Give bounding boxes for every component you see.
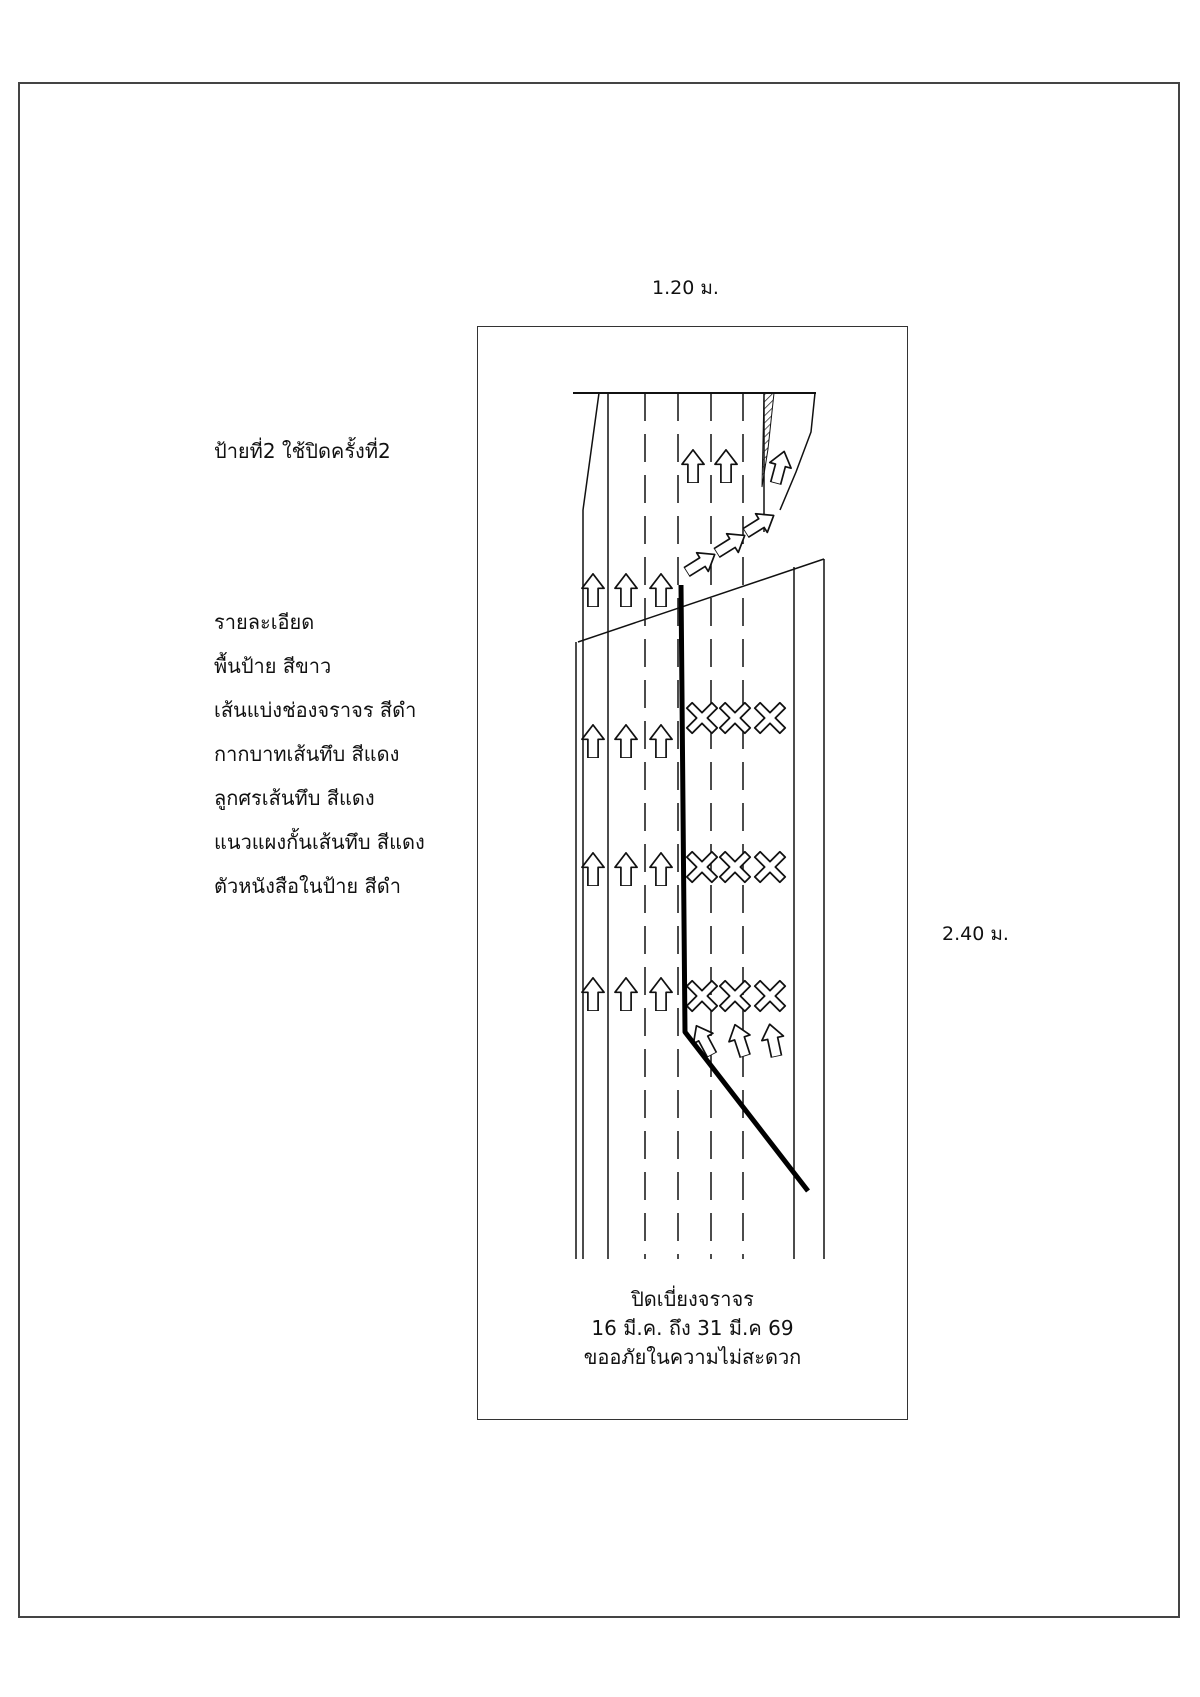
legend xyxy=(214,600,425,908)
left-road-edge xyxy=(583,393,599,1259)
right-ramp-edge xyxy=(780,393,815,510)
merge-left-arrow xyxy=(725,1021,756,1059)
straight-ahead-arrow xyxy=(582,978,604,1011)
sign-height-dimension: 2.40 ม. xyxy=(942,923,1009,945)
sheet-title: ป้ายที่2 ใช้ปิดครั้งที่2 xyxy=(214,439,391,463)
merge-right-arrow xyxy=(681,545,721,581)
straight-ahead-arrow xyxy=(715,450,737,483)
straight-ahead-arrow xyxy=(682,450,704,483)
lane-closure-diagram xyxy=(478,327,909,1421)
legend-item-barrier-line: แนวแผงกั้นเส้นทึบ สีแดง xyxy=(214,830,425,854)
lane-closed-x-mark xyxy=(755,852,785,882)
sign-message-line-1: ปิดเบี่ยงจราจร xyxy=(631,1287,754,1311)
closure-barrier-line xyxy=(681,585,808,1191)
traffic-sign-panel xyxy=(477,326,908,1420)
legend-item-sign-text: ตัวหนังสือในป้าย สีดำ xyxy=(214,874,401,898)
straight-ahead-arrow xyxy=(650,725,672,758)
legend-item-lane-lines: เส้นแบ่งช่องจราจร สีดำ xyxy=(214,698,417,722)
straight-ahead-arrow xyxy=(615,574,637,607)
legend-item-arrows: ลูกศรเส้นทึบ สีแดง xyxy=(214,786,375,810)
sign-message xyxy=(478,1285,907,1372)
lane-closed-x-mark xyxy=(687,703,717,733)
merge-right-arrow xyxy=(711,526,751,562)
lane-closed-x-mark xyxy=(755,981,785,1011)
merge-left-arrow xyxy=(759,1022,788,1059)
lane-closed-x-mark xyxy=(687,852,717,882)
straight-ahead-arrow xyxy=(650,853,672,886)
lane-closed-x-mark xyxy=(687,981,717,1011)
legend-item-background: พื้นป้าย สีขาว xyxy=(214,654,332,678)
lane-closed-x-mark xyxy=(755,703,785,733)
legend-item-cross-marks: กากบาทเส้นทึบ สีแดง xyxy=(214,742,400,766)
straight-ahead-arrow xyxy=(582,853,604,886)
ramp-arrow xyxy=(765,449,795,487)
lane-closed-x-mark xyxy=(720,852,750,882)
legend-heading: รายละเอียด xyxy=(214,610,315,634)
diagonal-panel-line xyxy=(578,559,824,642)
sign-width-dimension: 1.20 ม. xyxy=(652,277,719,299)
merge-right-arrow xyxy=(740,506,780,542)
straight-ahead-arrow xyxy=(650,978,672,1011)
sign-message-line-2: 16 มี.ค. ถึง 31 มี.ค 69 xyxy=(591,1316,794,1340)
lane-markings xyxy=(582,449,808,1191)
straight-ahead-arrow xyxy=(615,978,637,1011)
straight-ahead-arrow xyxy=(615,725,637,758)
straight-ahead-arrow xyxy=(582,725,604,758)
lane-closed-x-mark xyxy=(720,981,750,1011)
sign-message-line-3: ขออภัยในความไม่สะดวก xyxy=(583,1345,802,1369)
lane-closed-x-mark xyxy=(720,703,750,733)
straight-ahead-arrow xyxy=(650,574,672,607)
straight-ahead-arrow xyxy=(615,853,637,886)
lane-lines xyxy=(573,393,824,1259)
hatched-gore-area xyxy=(762,393,774,487)
straight-ahead-arrow xyxy=(582,574,604,607)
